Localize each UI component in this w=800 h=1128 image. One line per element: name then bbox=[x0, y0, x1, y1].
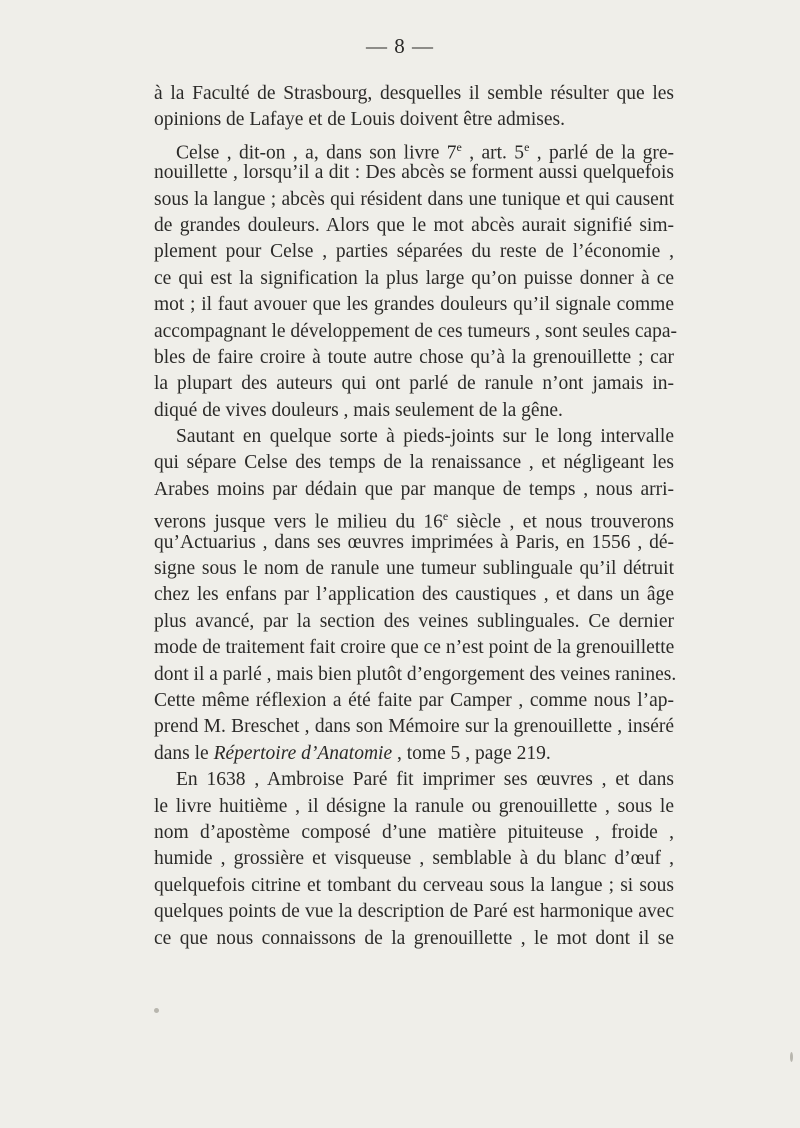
text-run: à la Faculté de Strasbourg, desquelles il semble résulter que les bbox=[154, 83, 674, 104]
superscript: e bbox=[442, 509, 449, 524]
text-run: signe sous le nom de ranule une tumeur sublinguale qu’il détruit bbox=[154, 558, 674, 580]
text-line bbox=[154, 160, 674, 186]
text-run: Cette même réflexion a été faite par Camper , comme nous l’ap- bbox=[154, 689, 674, 711]
text-line bbox=[154, 239, 674, 265]
text-run: la plupart des auteurs qui ont parlé de ranule n’ont jamais in- bbox=[154, 373, 674, 395]
text-run: plus avancé, par la section des veines sublinguales. Ce dernier bbox=[154, 610, 674, 632]
superscript: e bbox=[456, 139, 462, 154]
text-line bbox=[154, 820, 674, 846]
text-run: diqué de vives douleurs , mais seulement de la gêne. bbox=[154, 399, 563, 421]
text-line bbox=[154, 714, 674, 740]
text-run: Arabes moins par dédain que par manque de temps , nous arri- bbox=[154, 478, 674, 500]
text-line bbox=[154, 899, 674, 925]
italic-title: Répertoire d’Anatomie bbox=[213, 742, 393, 764]
body-text bbox=[154, 81, 678, 952]
text-line bbox=[154, 319, 678, 345]
text-line bbox=[154, 609, 674, 635]
text-run: verons jusque vers le milieu du 16 bbox=[154, 511, 443, 533]
text-run: Celse , dit-on , a, dans son livre 7 bbox=[176, 142, 457, 164]
superscript: e bbox=[524, 139, 530, 154]
text-run: ce qui est la signification la plus large qu’on puisse donner à ce bbox=[154, 267, 674, 289]
text-line bbox=[154, 873, 674, 899]
text-run: le livre huitième , il désigne la ranule ou grenouillette , sous le bbox=[154, 795, 674, 817]
text-line bbox=[154, 134, 674, 164]
text-run: , art. 5 bbox=[461, 142, 525, 164]
text-line bbox=[154, 635, 674, 661]
text-line bbox=[154, 398, 674, 424]
text-run: bles de faire croire à toute autre chose qu’à la grenouillette ; car bbox=[154, 346, 674, 368]
text-run: siècle , et nous trouverons bbox=[448, 511, 674, 533]
text-run: humide , grossière et visqueuse , semblable à du blanc d’œuf , bbox=[154, 848, 674, 870]
text-line bbox=[154, 213, 674, 239]
text-run: accompagnant le développement de ces tumeurs , sont seules capa- bbox=[154, 320, 678, 342]
text-run: En 1638 , Ambroise Paré fit imprimer ses œuvres , et dans bbox=[176, 769, 674, 791]
text-run: ce que nous connaissons de la grenouillette , le mot dont il se bbox=[154, 927, 674, 949]
text-run: opinions de Lafaye et de Louis doivent être admises. bbox=[154, 109, 566, 131]
text-run: sous la langue ; abcès qui résident dans une tunique et qui causent bbox=[154, 188, 674, 210]
text-line bbox=[154, 926, 674, 952]
text-run: qui sépare Celse des temps de la renaissance , et négligeant les bbox=[154, 452, 674, 474]
text-line bbox=[154, 81, 674, 107]
text-line bbox=[154, 767, 674, 793]
text-run: plement pour Celse , parties séparées du reste de l’économie , bbox=[154, 241, 674, 263]
text-run: prend M. Breschet , dans son Mémoire sur la grenouillette , inséré bbox=[154, 716, 674, 738]
text-line bbox=[154, 530, 674, 556]
page-number: — 8 — bbox=[366, 34, 434, 58]
text-run: quelques points de vue la description de Paré est harmonique avec bbox=[154, 901, 674, 923]
text-line bbox=[154, 477, 674, 503]
text-line bbox=[154, 662, 677, 688]
text-run: nouillette , lorsqu’il a dit : Des abcès se forment aussi quelquefois bbox=[154, 162, 674, 184]
text-run: mode de traitement fait croire que ce n’est point de la grenouillette bbox=[154, 637, 675, 659]
text-run: de grandes douleurs. Alors que le mot abcès aurait signifié sim- bbox=[154, 214, 674, 236]
text-line bbox=[154, 503, 674, 533]
text-run: dont il a parlé , mais bien plutôt d’engorgement des veines ranines. bbox=[154, 663, 677, 685]
text-run: , tome 5 , page 219. bbox=[392, 742, 551, 764]
text-line bbox=[154, 556, 674, 582]
text-line bbox=[154, 424, 674, 450]
text-line bbox=[154, 688, 674, 714]
text-line bbox=[154, 266, 674, 292]
text-line bbox=[154, 107, 674, 133]
text-line bbox=[154, 846, 674, 872]
paper-speck bbox=[790, 1052, 793, 1062]
text-line bbox=[154, 582, 674, 608]
text-line bbox=[154, 292, 674, 318]
text-line bbox=[154, 371, 674, 397]
text-line bbox=[154, 741, 674, 767]
text-run: , parlé de la gre- bbox=[529, 142, 674, 164]
text-run: mot ; il faut avouer que les grandes douleurs qu’il signale comme bbox=[154, 294, 674, 316]
text-run: dans le bbox=[154, 742, 214, 764]
text-line bbox=[154, 345, 674, 371]
paper-speck bbox=[154, 1008, 159, 1013]
text-run: nom d’apostème composé d’une matière pituiteuse , froide , bbox=[154, 821, 674, 843]
text-line bbox=[154, 187, 674, 213]
text-run: Sautant en quelque sorte à pieds-joints sur le long intervalle bbox=[176, 426, 674, 448]
text-run: chez les enfans par l’application des caustiques , et dans un âge bbox=[154, 584, 674, 606]
text-run: qu’Actuarius , dans ses œuvres imprimées à Paris, en 1556 , dé- bbox=[154, 531, 674, 553]
text-run: quelquefois citrine et tombant du cerveau sous la langue ; si sous bbox=[154, 874, 674, 896]
text-line bbox=[154, 794, 674, 820]
text-line bbox=[154, 450, 674, 476]
